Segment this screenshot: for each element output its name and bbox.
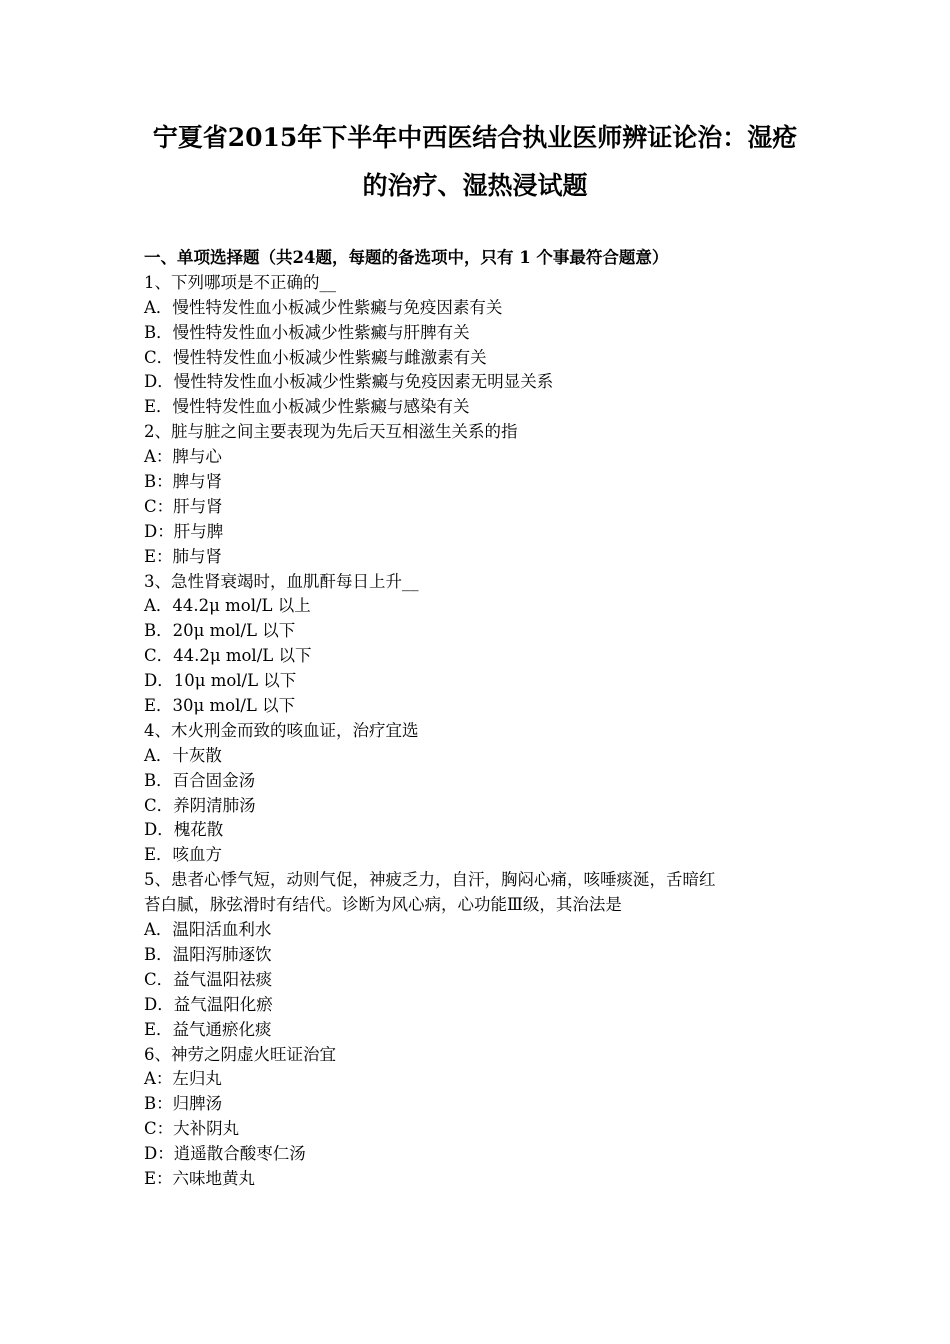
question-option: D．慢性特发性血小板减少性紫癜与免疫因素无明显关系 (144, 372, 554, 392)
question-option: E．30μ mol/L 以下 (144, 696, 296, 716)
question-option: B．20μ mol/L 以下 (144, 621, 296, 641)
question-6 (144, 1043, 814, 1192)
question-option: E．益气通瘀化痰 (144, 1019, 272, 1039)
question-option: D：逍遥散合酸枣仁汤 (144, 1144, 306, 1164)
question-option: E：六味地黄丸 (144, 1168, 256, 1188)
question-option: E：肺与肾 (144, 546, 223, 566)
question-stem-line-2: 苔白腻，脉弦滑时有结代。诊断为风心病，心功能Ⅲ级，其治法是 (144, 895, 622, 915)
question-1 (144, 271, 814, 420)
question-option: C：肝与肾 (144, 496, 223, 516)
question-option: A．十灰散 (144, 745, 222, 765)
question-stem: 6、神劳之阴虚火旺证治宜 (144, 1044, 336, 1064)
question-option: C．44.2μ mol/L 以下 (144, 646, 312, 666)
question-stem-line-1: 5、患者心悸气短，动则气促，神疲乏力，自汗，胸闷心痛，咳唾痰涎，舌暗红 (144, 870, 716, 890)
document-title-line-2: 的治疗、湿热浸试题 (362, 171, 588, 200)
question-option: D．益气温阳化瘀 (144, 994, 273, 1014)
question-stem: 4、木火刑金而致的咳血证，治疗宜选 (144, 720, 419, 740)
question-stem: 1、下列哪项是不正确的__ (144, 272, 336, 292)
question-option: D．槐花散 (144, 820, 224, 840)
question-option: A：脾与心 (144, 447, 222, 467)
question-option: A：左归丸 (144, 1069, 222, 1089)
document-body (144, 246, 814, 1192)
question-option: D：肝与脾 (144, 521, 224, 541)
question-option: E．慢性特发性血小板减少性紫癜与感染有关 (144, 397, 470, 417)
question-stem: 3、急性肾衰竭时，血肌酐每日上升__ (144, 571, 419, 591)
question-option: B：归脾汤 (144, 1094, 223, 1114)
question-option: C．益气温阳祛痰 (144, 969, 273, 989)
question-3 (144, 570, 814, 719)
question-2 (144, 420, 814, 569)
document-title-line-1: 宁夏省2015年下半年中西医结合执业医师辨证论治：湿疮 (152, 123, 798, 152)
question-option: B．百合固金汤 (144, 770, 256, 790)
question-stem: 2、脏与脏之间主要表现为先后天互相滋生关系的指 (144, 422, 518, 442)
question-option: A．慢性特发性血小板减少性紫癜与免疫因素有关 (144, 297, 503, 317)
section-heading: 一、单项选择题（共24题，每题的备选项中，只有 1 个事最符合题意） (144, 248, 669, 267)
question-option: B．温阳泻肺逐饮 (144, 944, 272, 964)
question-option: B：脾与肾 (144, 472, 223, 492)
question-option: A．温阳活血利水 (144, 920, 272, 940)
question-option: C：大补阴丸 (144, 1119, 240, 1139)
question-4 (144, 719, 814, 868)
question-option: C．养阴清肺汤 (144, 795, 256, 815)
question-5 (144, 868, 814, 1042)
question-option: C．慢性特发性血小板减少性紫癜与雌激素有关 (144, 347, 487, 367)
question-option: D．10μ mol/L 以下 (144, 671, 297, 691)
question-option: A．44.2μ mol/L 以上 (144, 596, 311, 616)
question-option: E．咳血方 (144, 845, 223, 865)
question-option: B．慢性特发性血小板减少性紫癜与肝脾有关 (144, 322, 470, 342)
